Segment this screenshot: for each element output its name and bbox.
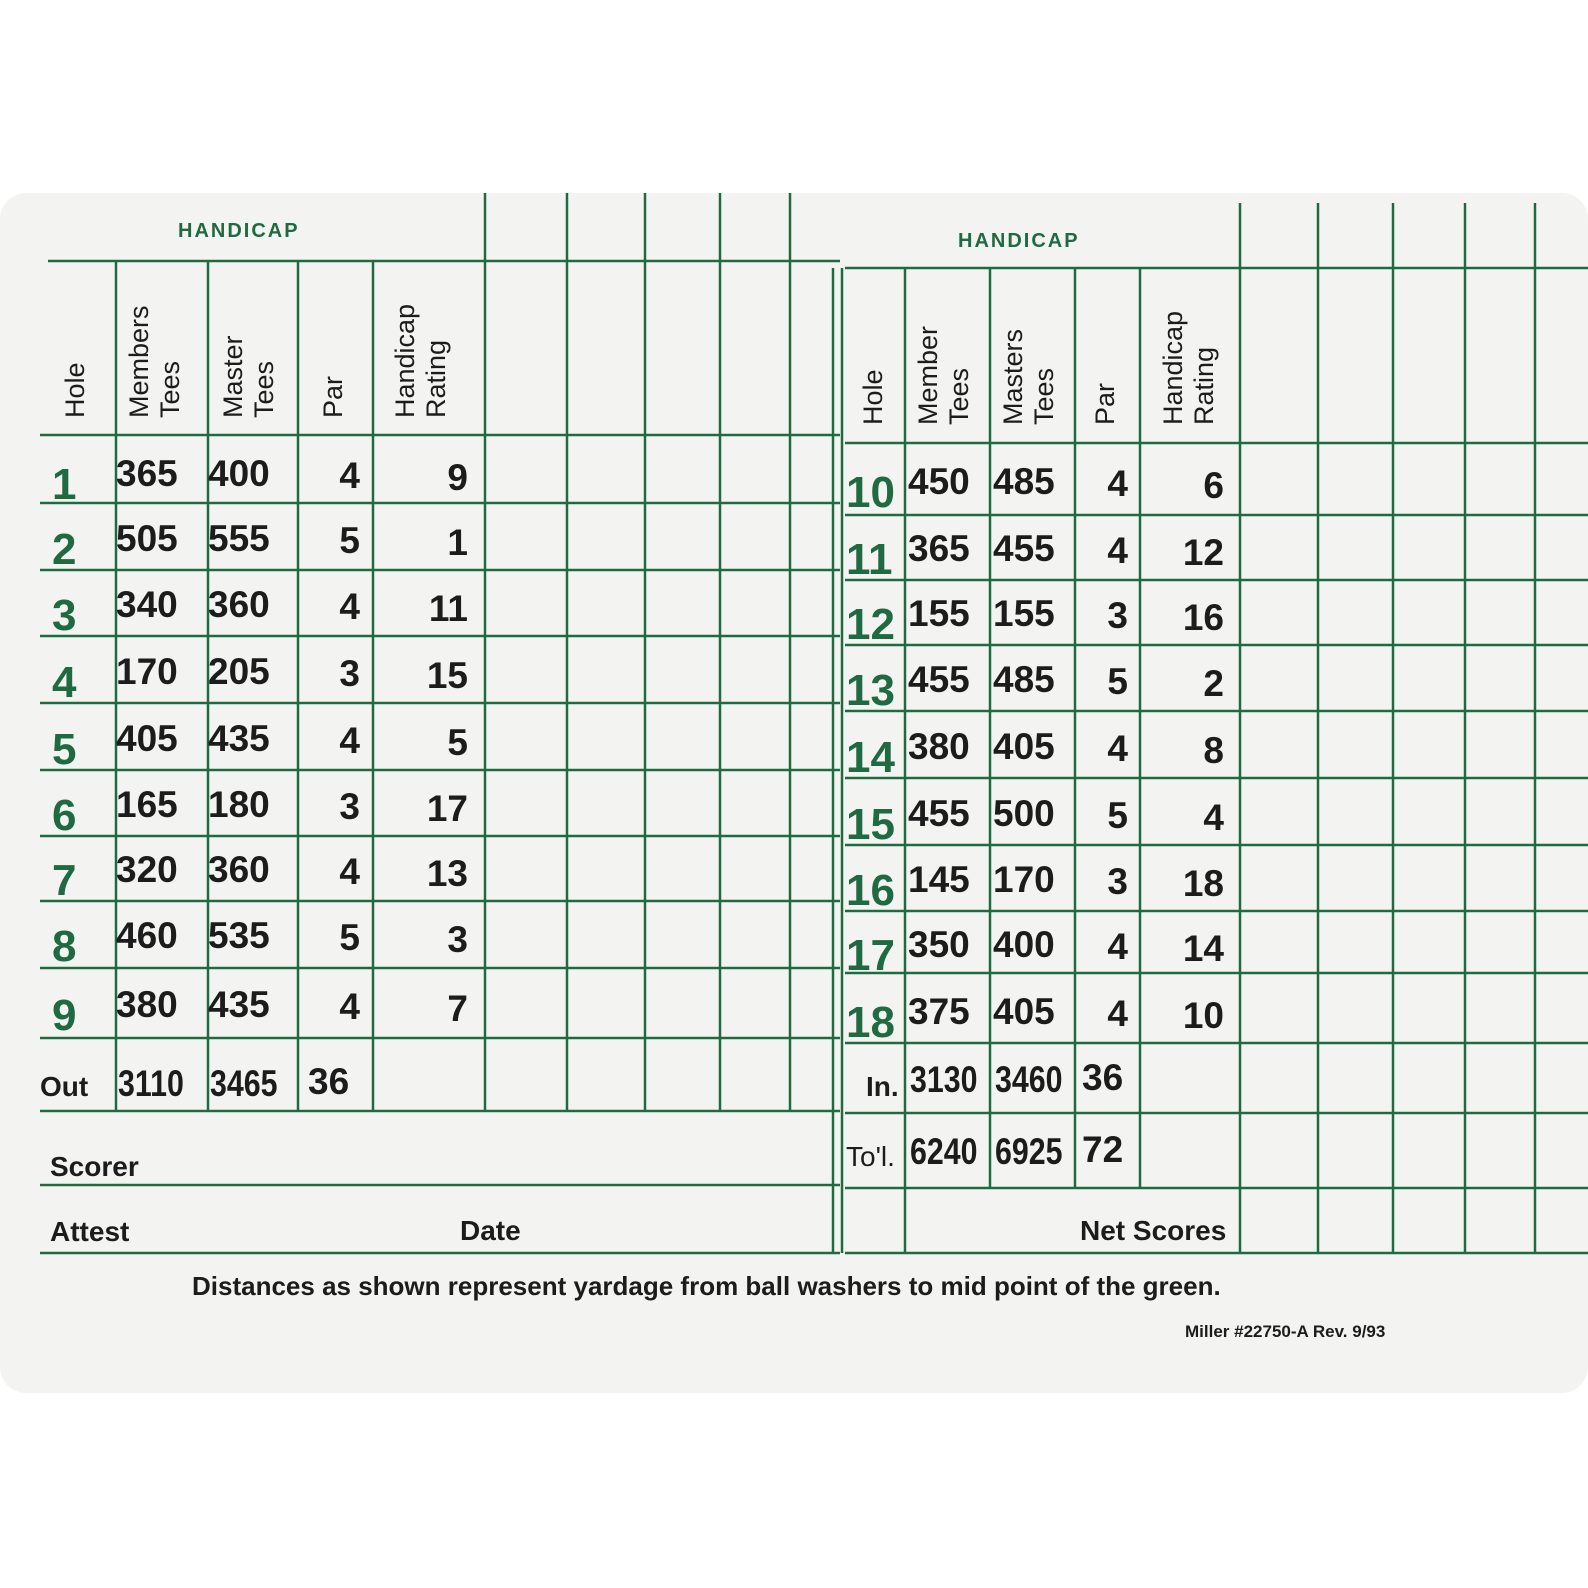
front-handicap-rating: 11 [428, 588, 468, 629]
front-members-tees: 165 [116, 784, 178, 825]
distance-note: Distances as shown represent yardage from ball washers to mid point of the green. [192, 1271, 1221, 1301]
back-handicap-title: HANDICAP [958, 230, 1080, 252]
front-par: 4 [339, 851, 360, 892]
front-master-tees: 435 [208, 718, 270, 759]
back-hole-number: 11 [846, 535, 893, 584]
front-par: 4 [339, 586, 360, 627]
back-handicap-rating: 10 [1182, 995, 1224, 1036]
back-master-tees: 155 [993, 593, 1055, 634]
front-par: 5 [339, 917, 360, 958]
back-par: 5 [1107, 795, 1128, 836]
out-master-total: 3465 [210, 1063, 278, 1104]
front-hole-number: 7 [52, 856, 77, 905]
date-label: Date [460, 1215, 521, 1246]
attest-label: Attest [50, 1216, 130, 1247]
back-members-tees: 350 [908, 924, 970, 965]
back-members-tees: 450 [908, 461, 970, 502]
front-handicap-rating: 5 [447, 722, 468, 763]
scorer-label: Scorer [50, 1151, 139, 1182]
back-par: 4 [1107, 463, 1128, 504]
front-par: 3 [339, 653, 360, 694]
front-par: 4 [339, 720, 360, 761]
back-par: 3 [1107, 861, 1128, 902]
front-hole-number: 3 [52, 591, 77, 640]
back-handicap-rating: 12 [1182, 532, 1224, 573]
front-master-tees: 360 [208, 584, 270, 625]
front-members-tees: 505 [116, 518, 178, 559]
back-members-tees: 455 [908, 793, 970, 834]
back-header-member-tees: Member Tees [913, 325, 974, 425]
net-scores-label: Net Scores [1080, 1215, 1227, 1246]
back-master-tees: 405 [993, 991, 1055, 1032]
front-header-members-tees: Members Tees [124, 305, 185, 418]
back-handicap-rating: 2 [1203, 663, 1224, 704]
back-members-tees: 155 [908, 593, 970, 634]
front-par: 3 [339, 786, 360, 827]
back-hole-number: 13 [846, 666, 895, 715]
back-handicap-rating: 8 [1203, 730, 1224, 771]
out-label: Out [40, 1071, 89, 1102]
front-par: 5 [339, 520, 360, 561]
back-header-masters-tees: Masters Tees [998, 328, 1059, 425]
out-par-total: 36 [308, 1061, 350, 1102]
back-members-tees: 365 [908, 528, 970, 569]
back-par: 5 [1107, 661, 1128, 702]
front-handicap-rating: 3 [447, 919, 468, 960]
in-members-total: 3130 [910, 1059, 978, 1100]
back-master-tees: 405 [993, 726, 1055, 767]
scorecard [0, 193, 1588, 1393]
back-par: 4 [1107, 993, 1128, 1034]
front-members-tees: 380 [116, 984, 178, 1025]
front-hole-number: 6 [52, 791, 77, 840]
front-header-hole: Hole [60, 362, 90, 418]
front-handicap-rating: 1 [447, 522, 468, 563]
back-hole-number: 15 [846, 800, 895, 849]
front-par: 4 [339, 455, 360, 496]
front-master-tees: 205 [208, 651, 270, 692]
front-handicap-rating: 15 [426, 655, 468, 696]
out-members-total: 3110 [118, 1063, 184, 1104]
back-handicap-rating: 6 [1203, 465, 1224, 506]
back-hole-number: 16 [846, 866, 895, 915]
back-handicap-rating: 18 [1182, 863, 1224, 904]
front-members-tees: 405 [116, 718, 178, 759]
back-handicap-rating: 4 [1203, 797, 1224, 838]
total-label: To'l. [846, 1141, 895, 1172]
back-hole-number: 10 [846, 468, 895, 517]
back-header-handicap-rating: Handicap Rating [1158, 310, 1219, 425]
front-handicap-rating: 17 [426, 788, 468, 829]
back-handicap-rating: 14 [1182, 928, 1224, 969]
back-header-hole: Hole [858, 369, 888, 425]
back-par: 4 [1107, 926, 1128, 967]
back-hole-number: 18 [846, 998, 895, 1047]
front-master-tees: 360 [208, 849, 270, 890]
front-master-tees: 435 [208, 984, 270, 1025]
front-members-tees: 340 [116, 584, 178, 625]
back-handicap-rating: 16 [1182, 597, 1224, 638]
back-hole-number: 17 [846, 931, 895, 980]
back-master-tees: 485 [993, 659, 1055, 700]
front-hole-number: 8 [52, 922, 77, 971]
front-members-tees: 170 [116, 651, 178, 692]
print-code: Miller #22750-A Rev. 9/93 [1185, 1322, 1386, 1341]
front-handicap-title: HANDICAP [178, 220, 300, 242]
front-hole-number: 4 [52, 658, 77, 707]
front-hole-number: 1 [52, 460, 77, 509]
back-master-tees: 500 [993, 793, 1055, 834]
back-master-tees: 170 [993, 859, 1055, 900]
back-par: 3 [1107, 595, 1128, 636]
front-master-tees: 535 [208, 915, 270, 956]
back-par: 4 [1107, 728, 1128, 769]
total-master: 6925 [995, 1131, 1063, 1172]
front-master-tees: 555 [208, 518, 270, 559]
front-hole-number: 2 [52, 525, 77, 574]
front-handicap-rating: 13 [426, 853, 468, 894]
back-master-tees: 400 [993, 924, 1055, 965]
front-master-tees: 180 [208, 784, 270, 825]
back-members-tees: 145 [908, 859, 970, 900]
in-par-total: 36 [1082, 1057, 1124, 1098]
total-members: 6240 [910, 1131, 978, 1172]
back-hole-number: 12 [846, 600, 895, 649]
back-master-tees: 455 [993, 528, 1055, 569]
back-members-tees: 380 [908, 726, 970, 767]
back-par: 4 [1107, 530, 1128, 571]
front-hole-number: 5 [52, 725, 77, 774]
back-master-tees: 485 [993, 461, 1055, 502]
front-master-tees: 400 [208, 453, 270, 494]
in-master-total: 3460 [995, 1059, 1063, 1100]
front-hole-number: 9 [52, 991, 77, 1040]
front-handicap-rating: 9 [447, 457, 468, 498]
back-hole-number: 14 [846, 733, 895, 782]
front-header-par: Par [318, 375, 348, 418]
front-par: 4 [339, 986, 360, 1027]
front-members-tees: 460 [116, 915, 178, 956]
back-header-par: Par [1090, 382, 1120, 425]
front-header-master-tees: Master Tees [218, 335, 279, 418]
front-handicap-rating: 7 [447, 988, 468, 1029]
in-label: In. [866, 1071, 899, 1102]
back-members-tees: 455 [908, 659, 970, 700]
total-par: 72 [1082, 1129, 1124, 1170]
front-members-tees: 320 [116, 849, 178, 890]
back-members-tees: 375 [908, 991, 970, 1032]
front-members-tees: 365 [116, 453, 178, 494]
front-header-handicap-rating: Handicap Rating [390, 303, 451, 418]
